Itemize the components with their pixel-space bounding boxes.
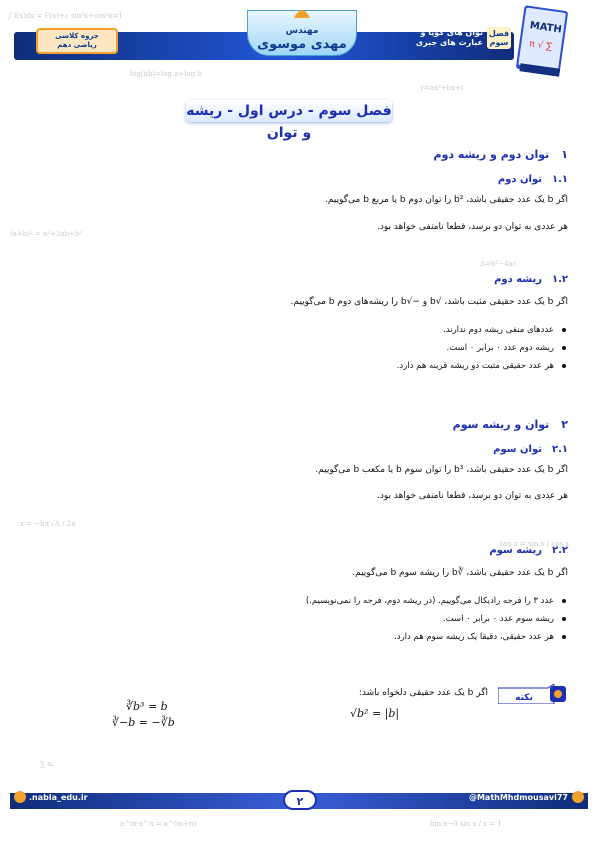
definition-text: اگر b یک عدد حقیقی باشد، b² را توان دوم b یا مربع b می‌گوییم. [325, 195, 568, 205]
chapter-number: فصل سوم [488, 29, 510, 47]
telegram-link[interactable] [469, 791, 584, 803]
telegram-handle: @MathMhdmousavi77 [468, 792, 568, 802]
globe-icon [14, 791, 26, 803]
background-formulas: ∫ f(x)dx = F(x)+c sin²x+cos²x=1 log(ab)=log a+log b y=ax²+bx+c (a+b)² = a²+2ab+b² Δ=b²−4ac x = −b±√Δ / 2a tan x = sin x / cos x ∑ aₙ lim x→0 sin x / x = 1 a^m·a^n = a^(m+n) [8, 12, 570, 828]
author-title: مهندس [285, 26, 319, 36]
chapter-topic [413, 26, 511, 50]
website-link[interactable] [14, 791, 88, 803]
bullet-list [306, 592, 568, 646]
list-item: عددهای منفی ریشه دوم ندارند. [397, 321, 554, 339]
formula-cbrt: ∛b³ = b [126, 700, 168, 713]
definition-text: اگر b یک عدد حقیقی مثبت باشد، √b و −√b را ریشه‌های دوم b می‌گوییم. [290, 297, 568, 307]
book-label: MATH [529, 20, 563, 36]
badge-line2: ریاضی دهم [57, 41, 97, 49]
subsection-heading: ۲.۲ریشه سوم [489, 545, 568, 556]
note-label-box [498, 684, 568, 704]
telegram-icon [572, 791, 584, 803]
page-number: ۲ [283, 790, 317, 810]
note-label: نکته [515, 693, 533, 703]
website-text: .nabla_edu.ir [29, 792, 88, 802]
badge-line1: جزوه کلاسی [55, 32, 99, 40]
subsection-heading: ۱.۱توان دوم [497, 174, 568, 185]
formula-sqrt: √b² = |b| [350, 707, 400, 720]
subsection-heading: ۱.۲ریشه دوم [494, 274, 568, 285]
author-name: مهدی موسوی [257, 37, 347, 52]
math-book-icon [514, 4, 570, 80]
bullet-list [397, 321, 568, 375]
list-item: هر عدد حقیقی مثبت دو ریشه قرینه هم دارد. [397, 357, 554, 375]
formula-cbrt-negative: ∛−b = −∛b [112, 716, 175, 729]
subsection-heading: ۲.۱توان سوم [493, 444, 568, 455]
note-text: هر عددی به توان دو برسد، قطعا نامنفی خواهد بود. [376, 491, 568, 501]
chapter-topic-title: توان های گویا و عبارت های جبری [415, 28, 483, 47]
note-text: هر عددی به توان دو برسد، قطعا نامنفی خواهد بود. [376, 222, 568, 232]
svg-text:π √ ∑: π √ ∑ [528, 39, 553, 53]
definition-text: اگر b یک عدد حقیقی باشد، b³ را توان سوم b یا مکعب b می‌گوییم. [315, 465, 568, 475]
note-text: اگر b یک عدد حقیقی دلخواه باشد: [358, 688, 488, 698]
chapter-title: فصل سوم - درس اول - ریشه و توان [186, 100, 392, 122]
lamp-icon [292, 6, 312, 18]
list-item: ریشه دوم عدد ۰ برابر ۰ است. [397, 339, 554, 357]
course-badge [36, 28, 118, 54]
list-item: هر عدد حقیقی، دقیقا یک ریشه سوم هم دارد. [306, 628, 554, 646]
definition-text: اگر b یک عدد حقیقی باشد، ∛b را ریشه سوم b می‌گوییم. [352, 568, 568, 578]
list-item: عدد ۳ را فرجه رادیکال می‌گوییم. (در ریشه دوم، فرجه را نمی‌نویسیم.) [306, 592, 554, 610]
section-heading: ۱توان دوم و ریشه دوم [433, 148, 568, 161]
list-item: ریشه سوم عدد ۰ برابر ۰ است. [306, 610, 554, 628]
section-heading: ۲توان و ریشه سوم [452, 418, 568, 431]
